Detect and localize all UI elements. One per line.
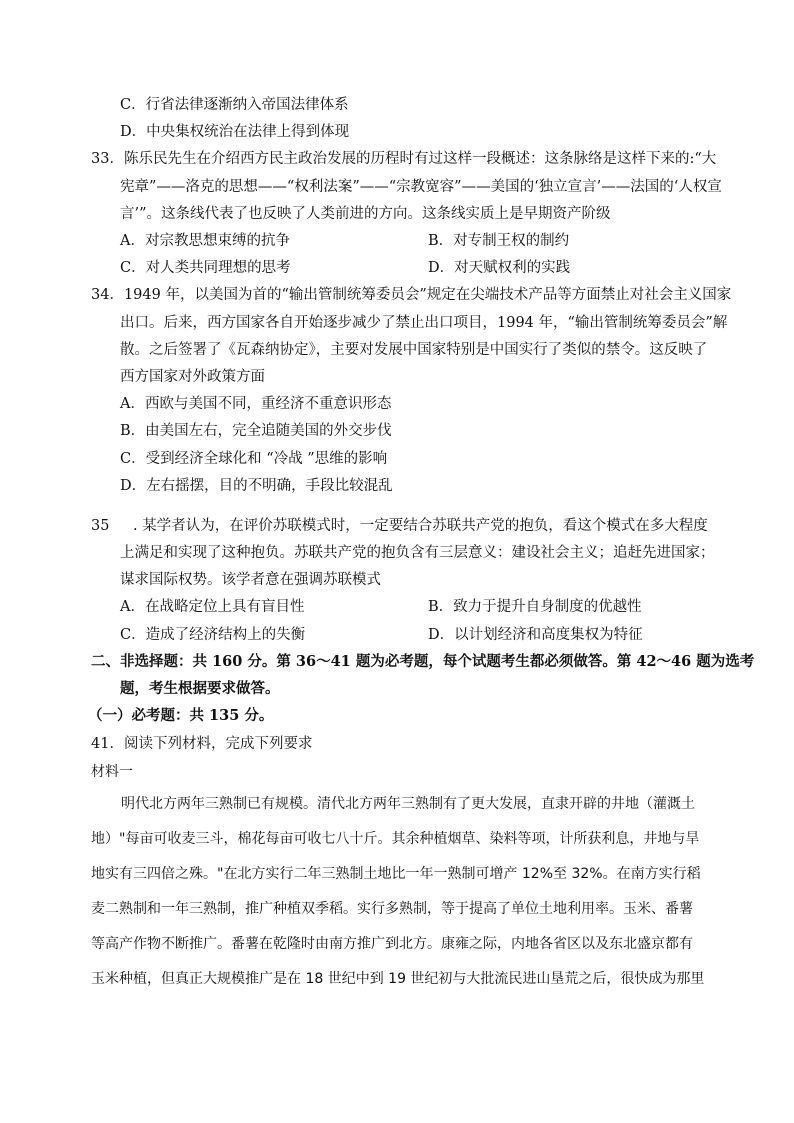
q33-stem-line1: 33．陈乐民先生在介绍西方民主政治发展的历程时有过这样一段概述：这条脉络是这样下来的:“大 xyxy=(91,151,717,167)
q35-stem-line2: 上满足和实现了这种抱负。苏联共产党的抱负含有三层意义：建设社会主义；追赶先进国家； xyxy=(120,545,715,561)
q35-option-d: D．以计划经济和高度集权为特征 xyxy=(428,627,643,643)
q34-stem-line1: 34．1949 年，以美国为首的“输出管制统筹委员会”规定在尖端技术产品等方面禁止对社会主义国家 xyxy=(91,287,732,303)
q35-option-a: A．在战略定位上具有盲目性 xyxy=(120,599,305,615)
q33-stem-line3: 言’”。这条线代表了也反映了人类前进的方向。这条线实质上是早期资产阶级 xyxy=(120,206,611,222)
q34-option-a: A．西欧与美国不同，重经济不重意识形态 xyxy=(120,396,392,412)
q34-stem-line3: 散。之后签署了《瓦森纳协定》，主要对发展中国家特别是中国实行了类似的禁令。这反映了 xyxy=(120,342,708,358)
q33-option-b: B．对专制王权的制约 xyxy=(428,233,570,249)
q35-stem-line1: . 某学者认为，在评价苏联模式时，一定要结合苏联共产党的抱负，看这个模式在多大程度 xyxy=(133,518,708,534)
q34-option-b: B．由美国左右，完全追随美国的外交步伐 xyxy=(120,423,392,439)
q33-option-d: D．对天赋权利的实践 xyxy=(428,260,571,276)
section2-subheading: （一）必考题：共 135 分。 xyxy=(88,707,274,724)
q41-material-line4: 麦二熟制和一年三熟制，推广种植双季稻。实行多熟制，等于提高了单位土地利用率。玉米、番薯 xyxy=(91,901,693,917)
q41-material-line2: 地）"每亩可收麦三斗，棉花每亩可收七八十斤。其余种植烟草、染料等项，计所获利息，井地与旱 xyxy=(91,831,700,847)
q35-option-b: B．致力于提升自身制度的优越性 xyxy=(428,599,642,615)
q34-stem-line2: 出口。后来，西方国家各自开始逐步减少了禁止出口项目，1994 年，“输出管制统筹委员会”解 xyxy=(120,315,728,331)
q41-material-line3: 地实有三四倍之殊。"在北方实行二年三熟制土地比一年一熟制可增产 12%至 32%。在南方实行稻 xyxy=(91,866,701,882)
section2-heading-line1: 二、非选择题：共 160 分。第 36～41 题为必考题，每个试题考生都必须做答。第 42～46 题为选考 xyxy=(91,653,755,670)
q32-option-c: C．行省法律逐渐纳入帝国法律体系 xyxy=(120,97,349,113)
q34-stem-line4: 西方国家对外政策方面 xyxy=(120,369,265,385)
q41-material-label: 材料一 xyxy=(91,764,133,780)
q35-option-c: C．造成了经济结构上的失衡 xyxy=(120,627,306,643)
q33-option-c: C．对人类共同理想的思考 xyxy=(120,260,291,276)
q41-material-line6: 玉米种植，但真正大规模推广是在 18 世纪中到 19 世纪初与大批流民进山垦荒之后，很快成为那里 xyxy=(91,971,705,987)
q35-stem-line3: 谋求国际权势。该学者意在强调苏联模式 xyxy=(120,572,381,588)
q41-material-line5: 等高产作物不断推广。番薯在乾隆时由南方推广到北方。康雍之际，内地各省区以及东北盛京都有 xyxy=(91,936,693,952)
q32-option-d: D．中央集权统治在法律上得到体现 xyxy=(120,124,350,140)
q33-stem-line2: 宪章”——洛克的思想——“权利法案”——“宗教宽容”——美国的‘独立宣言’——法国的‘人权宣 xyxy=(120,179,722,195)
q35-number: 35 xyxy=(91,518,110,534)
q41-material-line1: 明代北方两年三熟制已有规模。清代北方两年三熟制有了更大发展，直隶开辟的井地（灌溉土 xyxy=(121,796,695,812)
q41-title: 41．阅读下列材料，完成下列要求 xyxy=(91,736,313,752)
q34-option-d: D．左右摇摆，目的不明确，手段比较混乱 xyxy=(120,478,393,494)
section2-heading-line2: 题，考生根据要求做答。 xyxy=(120,680,280,697)
q34-option-c: C．受到经济全球化和 “冷战 ”思维的影响 xyxy=(120,451,388,467)
q33-option-a: A．对宗教思想束缚的抗争 xyxy=(120,233,290,249)
